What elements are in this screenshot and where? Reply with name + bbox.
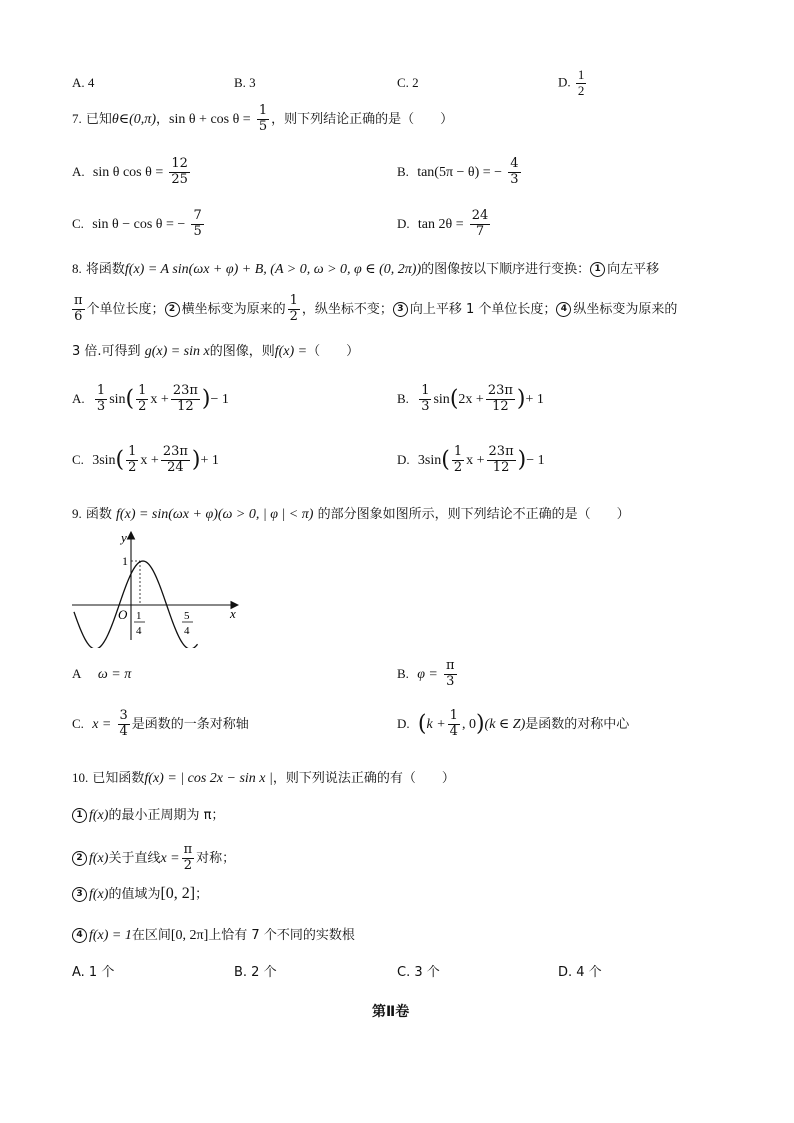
q10-s1-text: 的最小正周期为 π； (108, 808, 225, 823)
q9-d-expr1: k + (426, 716, 446, 732)
q9-b-expr: φ = (417, 666, 438, 682)
tick-2-num: 5 (184, 610, 190, 622)
q8-a-in1-den: 2 (138, 398, 147, 414)
tick-1-den: 4 (136, 625, 142, 637)
step-4-marker: 4 (556, 302, 571, 317)
q8-d-pre: 3sin (417, 452, 442, 468)
q8-half-num: 1 (289, 293, 298, 308)
y-axis-label: y (121, 530, 127, 545)
q8-a-in2-den: 12 (177, 398, 194, 414)
q10-s3-end: ； (195, 887, 209, 902)
step-1-marker: 1 (590, 262, 605, 277)
q8-line2-b: ，纵坐标不变； (301, 301, 393, 317)
q10-a-text: A. 1 个 (72, 965, 115, 980)
q8-pi-den: 6 (74, 308, 83, 324)
q7-a-num: 12 (171, 156, 188, 171)
q8-a-pre: sin (109, 391, 126, 407)
tick-1-num: 1 (136, 610, 142, 622)
q8-d-tail: − 1 (526, 452, 545, 468)
q8-line3-b: 的图像，则 (209, 344, 275, 359)
q6-option-d (558, 68, 588, 99)
q9-a-expr: ω = π (97, 667, 132, 682)
q10-s2-num: π (183, 842, 193, 857)
q9-b-label: B. (397, 665, 409, 681)
q10-stem (72, 771, 455, 786)
q10-s3-range: [0, 2] (160, 885, 196, 902)
q7-d-label: D. (397, 215, 410, 231)
q8-b-coef-num: 1 (421, 383, 430, 398)
q8-c-mid: x + (140, 452, 159, 468)
q10-s4-text-b: 上恰有 7 个不同的实数根 (208, 928, 355, 943)
q8-b-label: B. (397, 390, 409, 406)
origin-label: O (118, 607, 128, 622)
q7-ask: ，则下列结论正确的是（ ） (271, 111, 454, 127)
q7-option-b (397, 157, 523, 188)
q7-number: 7. (72, 110, 82, 126)
q6-option-c: C. 2 (397, 75, 419, 90)
q8-c-pre: 3sin (92, 452, 116, 468)
q8-d-in1-den: 2 (453, 459, 463, 475)
q9-c-num: 3 (119, 708, 128, 723)
q7-a-label: A. (72, 163, 85, 179)
q8-line3-c: （ ） (307, 344, 360, 359)
one-label: 1 (122, 554, 128, 568)
q7-c-label: C. (72, 215, 84, 231)
q8-d-in1-num: 1 (453, 444, 463, 459)
q10-d-text: D. 4 个 (558, 965, 602, 980)
q8-step1: 向左平移 (607, 262, 660, 277)
q8-d-label: D. (397, 451, 410, 467)
q9-number: 9. (72, 506, 82, 521)
q10-s2-text-a: 关于直线 (108, 850, 161, 866)
q8-number: 8. (72, 261, 82, 276)
q7-c-den: 5 (193, 223, 202, 239)
q8-d-mid: x + (466, 452, 485, 468)
q8-a-in2-num: 23π (172, 383, 198, 398)
tick-2-den: 4 (184, 625, 190, 637)
q8-b-pre: sin (433, 391, 450, 407)
q6-d-den: 2 (577, 82, 585, 98)
q8-c-in1-den: 2 (128, 459, 137, 475)
q8-step4: 纵坐标变为原来的 (573, 301, 678, 317)
q10-statement-2 (72, 843, 235, 874)
statement-4-marker: 4 (72, 928, 87, 943)
q8-a-coef-den: 3 (96, 398, 106, 414)
q8-line1-expr: f(x) = A sin(ωx + φ) + B, (A > 0, ω > 0, φ ∈ (0, 2π)) (124, 262, 422, 277)
q7-a-den: 25 (171, 171, 188, 187)
q8-option-d: D. 3sin( $\frac{1}{2}$ x + $\frac{23\pi}{12}$ )− 1 (397, 444, 545, 475)
q7-d-num: 24 (471, 208, 489, 223)
q7-b-den: 3 (510, 171, 519, 187)
q10-option-b (234, 965, 277, 979)
q7-sep: ， (155, 111, 169, 127)
q10-option-c (397, 965, 440, 979)
q10-s2-x: x = (160, 850, 180, 866)
q10-statement-3 (72, 886, 208, 902)
q7-option-d (397, 209, 492, 240)
q9-c-den: 4 (119, 723, 128, 739)
q8-option-b: B. $\frac{1}{3}$ sin(2x + $\frac{23\pi}{12}$ )+ 1 (397, 383, 544, 414)
x-axis-label: x (230, 606, 236, 621)
q9-a-label: A (72, 666, 82, 681)
q8-step3: 向上平移 1 个单位长度； (409, 301, 557, 317)
q7-d-expr: tan 2θ = (417, 216, 464, 232)
q9-c-label: C. (72, 715, 84, 731)
q8-c-tail: + 1 (200, 452, 219, 468)
q9-ask: 的部分图象如图所示，则下列结论不正确的是（ ） (317, 507, 630, 522)
q10-s2-text-b: 对称； (196, 850, 236, 866)
q9-d-tail: 是函数的对称中心 (525, 716, 630, 732)
step-3-marker: 3 (393, 302, 408, 317)
q10-s3-text: 的值域为 (108, 887, 161, 902)
q10-s3-expr: f(x) (89, 887, 109, 902)
q6-option-b: B. 3 (234, 75, 256, 90)
q8-d-in2-num: 23π (488, 444, 514, 459)
q9-option-a (72, 667, 131, 682)
q9-b-num: π (446, 658, 455, 673)
q8-b-mid: 2x + (458, 391, 484, 407)
q7-c-num: 7 (193, 208, 202, 223)
q9-c-tail: 是函数的一条对称轴 (131, 716, 249, 732)
q9-sine-graph (66, 528, 246, 648)
q6-option-d-label: D. (558, 74, 571, 90)
q8-line3 (72, 345, 359, 359)
q8-line1-a: 将函数 (85, 262, 125, 277)
q10-option-a (72, 965, 114, 979)
q8-b-in2-num: 23π (487, 383, 513, 398)
q10-intro: 已知函数 (92, 771, 145, 786)
q7-stem (72, 104, 453, 135)
q7-b-label: B. (397, 163, 409, 179)
q9-b-den: 3 (446, 673, 455, 689)
q8-line3-a: 3 倍.可得到 (72, 344, 141, 359)
q8-line3-expr: g(x) = sin x (144, 344, 210, 359)
q10-c-text: C. 3 个 (397, 965, 440, 980)
q7-option-a (72, 157, 192, 188)
q9-option-c (72, 709, 249, 740)
q7-a-expr: sin θ cos θ = (92, 164, 164, 180)
q9-d-expr3: (k ∈ Z) (484, 716, 526, 732)
q8-option-a: A. $\frac{1}{3}$ sin( $\frac{1}{2}$ x + $\frac{23\pi}{12}$ )− 1 (72, 383, 229, 414)
q8-a-coef-num: 1 (96, 383, 106, 398)
q7-d-den: 7 (475, 223, 485, 239)
q10-statement-1 (72, 808, 224, 823)
q10-s4-expr: f(x) = 1 (89, 928, 132, 943)
q8-step2: 横坐标变为原来的 (181, 301, 286, 317)
q7-option-c (72, 209, 206, 240)
q6-d-num: 1 (577, 67, 585, 82)
q8-c-label: C. (72, 451, 84, 467)
q8-d-in2-den: 12 (492, 459, 510, 475)
q8-a-tail: − 1 (210, 391, 229, 407)
q9-d-label: D. (397, 715, 410, 731)
q8-line3-expr2: f(x) = (274, 344, 308, 359)
statement-2-marker: 2 (72, 851, 87, 866)
q7-cond2-den: 5 (258, 118, 268, 134)
q10-s4-range: [0, 2π] (170, 928, 209, 943)
q8-c-in2-num: 23π (162, 444, 188, 459)
q9-expr: f(x) = sin(ωx + φ)(ω > 0, | φ | < π) (116, 507, 314, 522)
q10-s2-expr: f(x) (89, 850, 109, 866)
q8-c-in1-num: 1 (128, 444, 137, 459)
q10-option-d (558, 965, 602, 979)
q9-option-b (397, 659, 459, 690)
q10-number: 10. (72, 770, 89, 785)
section-title: 第Ⅱ卷 (372, 1004, 410, 1020)
q9-d-den: 4 (449, 723, 458, 739)
q8-a-label: A. (72, 390, 85, 406)
q10-s4-text-a: 在区间 (131, 928, 171, 943)
q10-b-text: B. 2 个 (234, 965, 277, 980)
q8-b-tail: + 1 (525, 391, 544, 407)
q7-cond1: θ∈(0,π) (111, 111, 156, 127)
q9-d-num: 1 (449, 708, 458, 723)
q9-option-d: D. (k + $\frac{1}{4}$ , 0)(k ∈ Z)是函数的对称中心 (397, 708, 630, 739)
q9-c-expr: x = (92, 716, 112, 732)
q7-b-num: 4 (510, 156, 519, 171)
q8-line1-b: 的图像按以下顺序进行变换： (421, 262, 591, 277)
q10-s1-expr: f(x) (89, 808, 109, 823)
q8-line2-a: 个单位长度； (86, 301, 165, 317)
q8-c-in2-den: 24 (167, 459, 184, 475)
q8-a-in1-num: 1 (138, 383, 147, 398)
q10-expr: f(x) = | cos 2x − sin x | (144, 771, 273, 786)
q7-cond2-num: 1 (258, 103, 268, 118)
q8-line1 (72, 262, 659, 277)
q8-b-in2-den: 12 (492, 398, 509, 414)
q7-cond2: sin θ + cos θ = (169, 111, 251, 127)
q8-pi-num: π (74, 293, 83, 308)
q10-statement-4 (72, 928, 355, 943)
q8-line2 (72, 294, 677, 325)
q8-a-mid: x + (150, 391, 169, 407)
statement-3-marker: 3 (72, 887, 87, 902)
q7-b-expr: tan(5π − θ) = − (417, 164, 503, 180)
q8-b-coef-den: 3 (421, 398, 430, 414)
q9-d-expr2: , 0 (461, 716, 476, 732)
q8-half-den: 2 (289, 308, 298, 324)
statement-1-marker: 1 (72, 808, 87, 823)
q10-ask: ，则下列说法正确的有（ ） (272, 771, 455, 786)
step-2-marker: 2 (165, 302, 180, 317)
q10-s2-den: 2 (183, 857, 193, 873)
q9-stem (72, 507, 630, 522)
q9-intro: 函数 (85, 507, 112, 522)
q6-option-a: A. 4 (72, 75, 95, 90)
q8-option-c: C. 3sin( $\frac{1}{2}$ x + $\frac{23\pi}{24}$ )+ 1 (72, 444, 219, 475)
q7-intro: 已知 (85, 111, 112, 127)
q7-c-expr: sin θ − cos θ = − (92, 216, 186, 232)
